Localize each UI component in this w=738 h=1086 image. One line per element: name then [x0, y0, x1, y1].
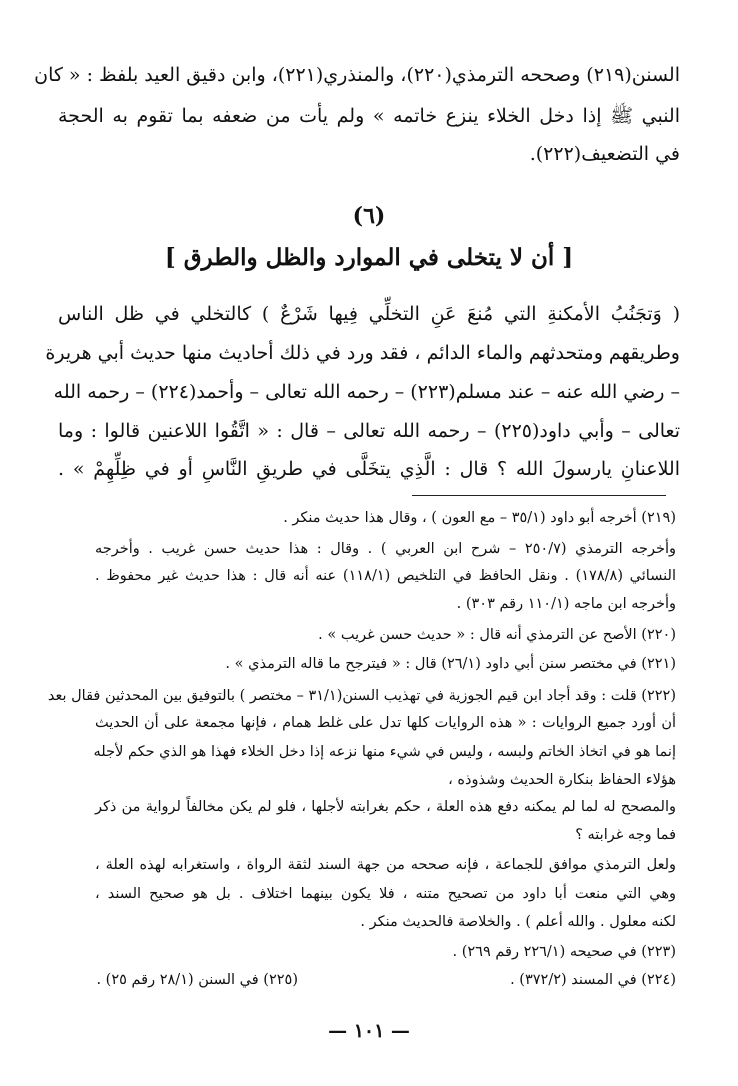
- footnote-220: (٢٢٠) الأصح عن الترمذي أنه قال : « حديث حسن غريب » .: [318, 627, 676, 643]
- text-line-3: – رضي الله عنه – عند مسلم(٢٢٣) – رحمه الله تعالى – وأحمد(٢٢٤) – رحمه الله: [53, 381, 680, 403]
- text-line-4: تعالى – وأبي داود(٢٢٥) – رحمه الله تعالى – قال : « اتَّقُوا اللاعنين قالوا : وما: [58, 420, 680, 442]
- footnote-222-line-6: فما وجه غرابته ؟: [575, 827, 676, 843]
- footnote-219-line-4: وأخرجه ابن ماجه (١١٠/١ رقم ٣٠٣) .: [456, 596, 676, 612]
- footnote-222-line-7: ولعل الترمذي موافق للجماعة ، فإنه صححه من جهة السند لثقة الرواة ، واستغرابه لهذه العلة ،: [95, 857, 676, 873]
- page-number: — ١٠١ —: [328, 1020, 410, 1042]
- section-title: [ أن لا يتخلى في الموارد والظل والطرق ]: [164, 244, 574, 271]
- text-line-2: وطريقهم ومتحدثهم والماء الدائم ، فقد ورد في ذلك أحاديث منها حديث أبي هريرة: [45, 342, 680, 364]
- footnote-222-line-9: لكنه معلول . والله أعلم ) . والخلاصة فالحديث منكر .: [360, 914, 676, 930]
- footnote-223: (٢٢٣) في صحيحه (٢٢٦/١ رقم ٢٦٩) .: [452, 944, 676, 960]
- section-number: (٦): [352, 203, 386, 229]
- footnote-222-line-2: أن أورد جميع الروايات : « هذه الروايات كلها تدل على غلط همام ، فإنها مجمعة على أن الحديث: [95, 715, 676, 731]
- footnote-222-line-8: وهي التي منعت أبا داود من تصحيح متنه ، فلا يكون بينهما اختلاف . بل هو صحيح السند ،: [95, 886, 676, 902]
- footnote-222-line-4: هؤلاء الحفاظ بنكارة الحديث وشذوذه ،: [448, 772, 676, 788]
- footnote-225: (٢٢٥) في السنن (٢٨/١ رقم ٢٥) .: [96, 972, 298, 988]
- footnote-224: (٢٢٤) في المسند (٣٧٢/٢) .: [510, 972, 676, 988]
- footnote-222: (٢٢٢) قلت : وقد أجاد ابن قيم الجوزية في تهذيب السنن(٣١/١ – مختصر ) بالتوفيق بين المحدثين فقال بعد: [47, 688, 676, 704]
- footnote-219: (٢١٩) أخرجه أبو داود (٣٥/١ – مع العون ) ، وقال هذا حديث منكر .: [283, 510, 676, 526]
- text-line-1: ( وَتجَنُبُ الأمكنةِ التي مُنعَ عَنِ التخلِّي فِيها شَرْعٌ ) كالتخلي في ظل الناس: [58, 303, 680, 325]
- body-line-1: السنن(٢١٩) وصححه الترمذي(٢٢٠)، والمنذري(٢٢١)، وابن دقيق العيد بلفظ : « كان: [34, 64, 680, 86]
- text-line-5: اللاعنانِ يارسولَ الله ؟ قال : الَّذِي يتخَلَّى في طريقِ النَّاسِ أو في ظِلِّهِمْ » .: [58, 458, 680, 480]
- body-line-3: في التضعيف(٢٢٢).: [529, 143, 680, 165]
- footnote-222-line-5: والمصحح له لما لم يمكنه دفع هذه العلة ، حكم بغرابته لأجلها ، فلو لم يكن مخالفاً لرواية من ذكر: [95, 799, 676, 815]
- body-line-2: النبي ﷺ إذا دخل الخلاء ينزع خاتمه » ولم يأت من ضعفه بما تقوم به الحجة: [58, 105, 680, 127]
- footnote-221: (٢٢١) في مختصر سنن أبي داود (٢٦/١) قال : « فيترجح ما قاله الترمذي » .: [225, 656, 676, 672]
- footnote-219-line-3: النسائي (١٧٨/٨) . ونقل الحافظ في التلخيص (١١٨/١) عنه أنه قال : هذا حديث غير محفوظ .: [95, 568, 676, 584]
- footnote-222-line-3: إنما هو في اتخاذ الخاتم ولبسه ، وليس في شيء منها نزعه إذا دخل الخلاء فهذا هو الذي حكم لأجله: [93, 744, 676, 760]
- footnote-219-line-2: وأخرجه الترمذي (٢٥٠/٧ – شرح ابن العربي ) . وقال : هذا حديث حسن غريب . وأخرجه: [95, 541, 676, 557]
- footnote-separator: [412, 495, 666, 496]
